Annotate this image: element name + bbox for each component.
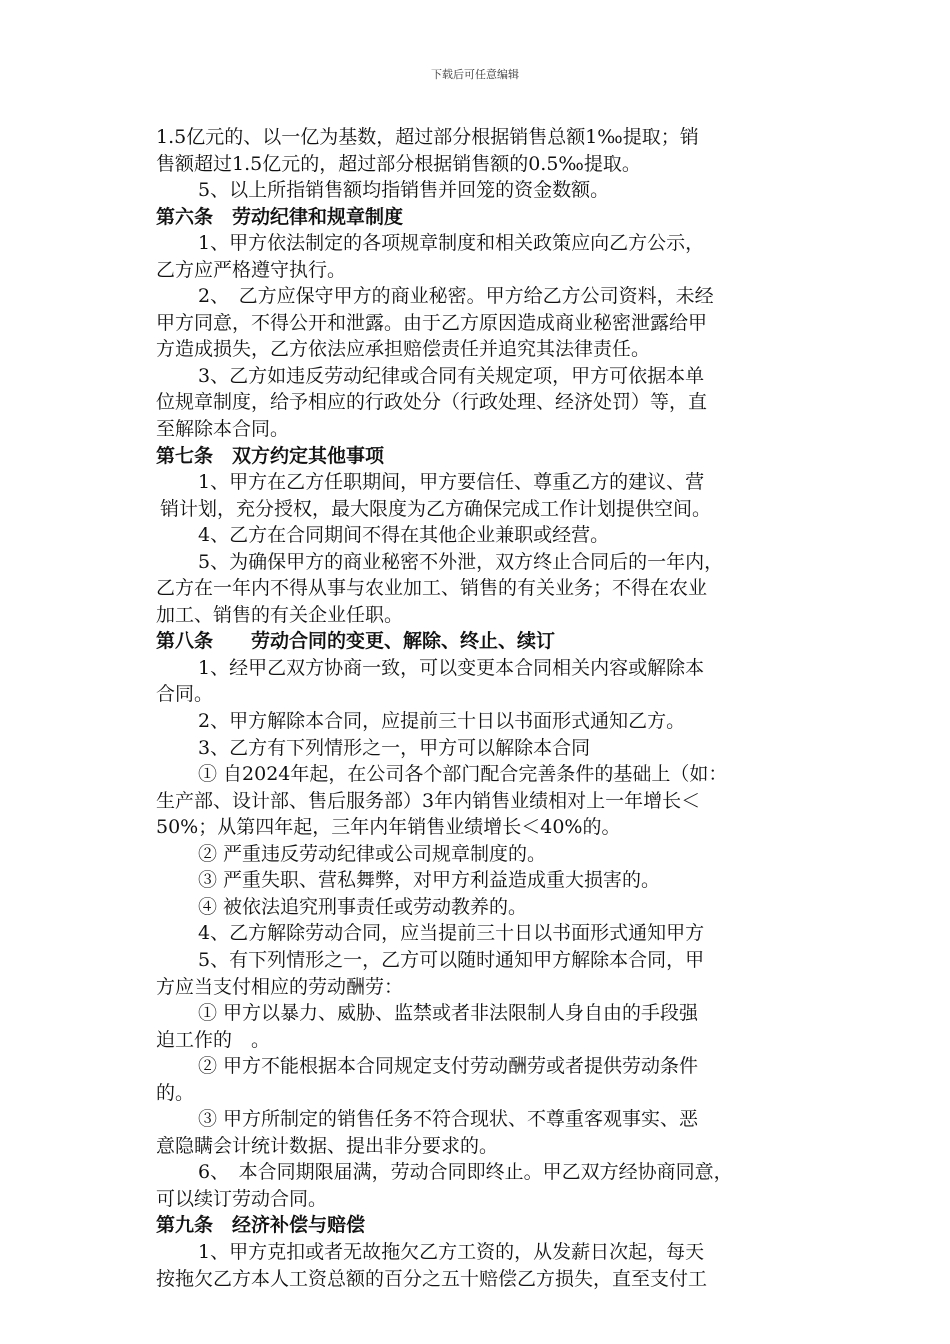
page-header: 下载后可任意编辑 [431, 68, 519, 81]
paragraph-line: 至解除本合同。 [156, 418, 290, 441]
paragraph-line: 6、 本合同期限届满，劳动合同即终止。甲乙双方经协商同意， [198, 1161, 733, 1184]
paragraph-line: 乙方应严格遵守执行。 [156, 258, 347, 281]
paragraph-line: ① 自2024年起，在公司各个部门配合完善条件的基础上（如： [198, 763, 728, 786]
paragraph-line: 4、乙方解除劳动合同，应当提前三十日以书面形式通知甲方 [198, 922, 705, 945]
paragraph-line: ② 甲方不能根据本合同规定支付劳动酬劳或者提供劳动条件 [198, 1055, 699, 1078]
paragraph-line: 3、乙方如违反劳动纪律或合同有关规定项，甲方可依据本单 [198, 364, 705, 387]
document-body [156, 124, 816, 1292]
paragraph-line: ③ 甲方所制定的销售任务不符合现状、不尊重客观事实、恶 [198, 1108, 699, 1131]
paragraph-line: 2、甲方解除本合同，应提前三十日以书面形式通知乙方。 [198, 710, 686, 733]
paragraph-line: 售额超过1.5亿元的，超过部分根据销售额的0.5‰提取。 [156, 152, 641, 175]
paragraph-line: 意隐瞒会计统计数据、提出非分要求的。 [156, 1134, 499, 1157]
paragraph-line: 按拖欠乙方本人工资总额的百分之五十赔偿乙方损失，直至支付工 [156, 1267, 708, 1290]
paragraph-line: 2、 乙方应保守甲方的商业秘密。甲方给乙方公司资料，未经 [198, 285, 714, 308]
paragraph-line: 可以续订劳动合同。 [156, 1187, 328, 1210]
paragraph-line: 的。 [156, 1081, 195, 1104]
paragraph-line: 位规章制度，给予相应的行政处分（行政处理、经济处罚）等，直 [156, 391, 708, 414]
paragraph-line: ③ 严重失职、营私舞弊，对甲方利益造成重大损害的。 [198, 869, 661, 892]
paragraph-line: 4、乙方在合同期间不得在其他企业兼职或经营。 [198, 524, 610, 547]
section-heading: 第七条 双方约定其他事项 [156, 444, 385, 467]
paragraph-line: 生产部、设计部、售后服务部）3年内销售业绩相对上一年增长＜ [156, 789, 701, 812]
paragraph-line: 1、经甲乙双方协商一致，可以变更本合同相关内容或解除本 [198, 656, 705, 679]
paragraph-line: ① 甲方以暴力、威胁、监禁或者非法限制人身自由的手段强 [198, 1002, 699, 1025]
paragraph-line: 5、为确保甲方的商业秘密不外泄，双方终止合同后的一年内， [198, 550, 724, 573]
section-heading: 第六条 劳动纪律和规章制度 [156, 205, 404, 228]
paragraph-line: 1.5亿元的、以一亿为基数，超过部分根据销售总额1‰提取；销 [156, 126, 699, 148]
paragraph-line: 1、甲方在乙方任职期间，甲方要信任、尊重乙方的建议、营 [198, 471, 705, 494]
paragraph-line: 迫工作的 。 [156, 1028, 271, 1051]
paragraph-line: 加工、销售的有关企业任职。 [156, 603, 404, 626]
paragraph-line: 甲方同意，不得公开和泄露。由于乙方原因造成商业秘密泄露给甲 [156, 311, 708, 334]
paragraph-line: 合同。 [156, 683, 214, 706]
paragraph-line: 销计划，充分授权，最大限度为乙方确保完成工作计划提供空间。 [160, 497, 712, 520]
paragraph-line: 50%；从第四年起，三年内年销售业绩增长＜40%的。 [156, 816, 621, 839]
paragraph-line: ④ 被依法追究刑事责任或劳动教养的。 [198, 895, 528, 918]
section-heading: 第九条 经济补偿与赔偿 [156, 1214, 366, 1237]
paragraph-line: 5、有下列情形之一，乙方可以随时通知甲方解除本合同，甲 [198, 948, 705, 971]
section-heading: 第八条 劳动合同的变更、解除、终止、续订 [156, 630, 556, 653]
paragraph-line: 3、乙方有下列情形之一，甲方可以解除本合同 [198, 736, 591, 759]
paragraph-line: 1、甲方克扣或者无故拖欠乙方工资的，从发薪日次起，每天 [198, 1240, 705, 1263]
paragraph-line: 乙方在一年内不得从事与农业加工、销售的有关业务；不得在农业 [156, 577, 708, 600]
paragraph-line: 5、以上所指销售额均指销售并回笼的资金数额。 [198, 179, 610, 202]
paragraph-line: 方应当支付相应的劳动酬劳： [156, 975, 404, 998]
paragraph-line: ② 严重违反劳动纪律或公司规章制度的。 [198, 842, 547, 865]
paragraph-line: 方造成损失，乙方依法应承担赔偿责任并追究其法律责任。 [156, 338, 651, 361]
paragraph-line: 1、甲方依法制定的各项规章制度和相关政策应向乙方公示， [198, 232, 705, 255]
